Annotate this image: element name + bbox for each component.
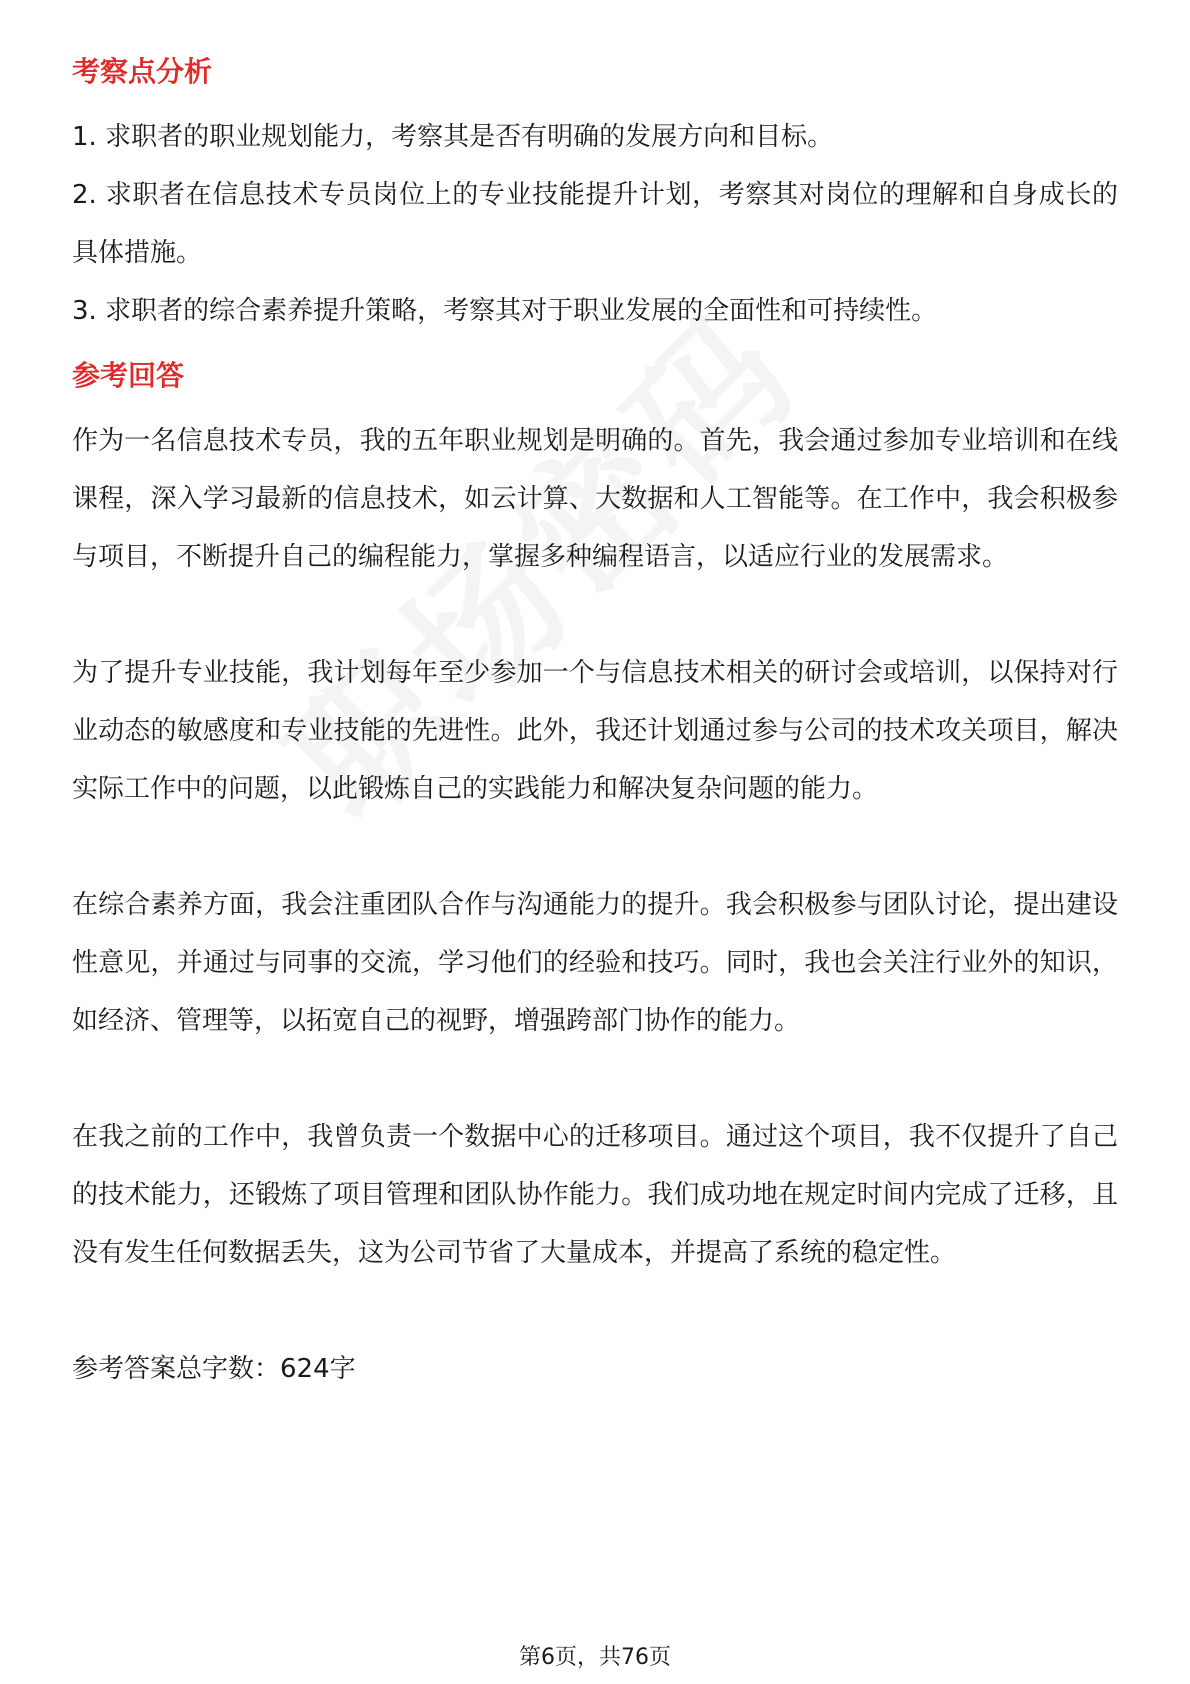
analysis-item-3: 3. 求职者的综合素养提升策略，考察其对于职业发展的全面性和可持续性。 (72, 296, 938, 326)
answer-paragraph-2: 为了提升专业技能，我计划每年至少参加一个与信息技术相关的研讨会或培训，以保持对行业动态的敏感度和专业技能的先进性。此外，我还计划通过参与公司的技术攻关项目，解决实际工作中的问题，以此锻炼自己的实践能力和解决复杂问题的能力。 (72, 658, 1118, 804)
analysis-item-1: 1. 求职者的职业规划能力，考察其是否有明确的发展方向和目标。 (72, 122, 834, 152)
analysis-heading: 考察点分析 (72, 55, 213, 88)
answer-paragraph-1: 作为一名信息技术专员，我的五年职业规划是明确的。首先，我会通过参加专业培训和在线课程，深入学习最新的信息技术，如云计算、大数据和人工智能等。在工作中，我会积极参与项目，不断提升自己的编程能力，掌握多种编程语言，以适应行业的发展需求。 (72, 426, 1118, 572)
answer-heading: 参考回答 (72, 359, 185, 392)
answer-paragraph-3: 在综合素养方面，我会注重团队合作与沟通能力的提升。我会积极参与团队讨论，提出建设性意见，并通过与同事的交流，学习他们的经验和技巧。同时，我也会关注行业外的知识，如经济、管理等，以拓宽自己的视野，增强跨部门协作的能力。 (72, 890, 1118, 1036)
page-number: 第6页，共76页 (519, 1645, 671, 1670)
analysis-item-2: 2. 求职者在信息技术专员岗位上的专业技能提升计划，考察其对岗位的理解和自身成长的具体措施。 (72, 180, 1118, 268)
document-page (72, 46, 1118, 1398)
answer-paragraph-4: 在我之前的工作中，我曾负责一个数据中心的迁移项目。通过这个项目，我不仅提升了自己的技术能力，还锻炼了项目管理和团队协作能力。我们成功地在规定时间内完成了迁移，且没有发生任何数据丢失，这为公司节省了大量成本，并提高了系统的稳定性。 (72, 1122, 1118, 1268)
word-count: 参考答案总字数：624字 (72, 1354, 356, 1384)
